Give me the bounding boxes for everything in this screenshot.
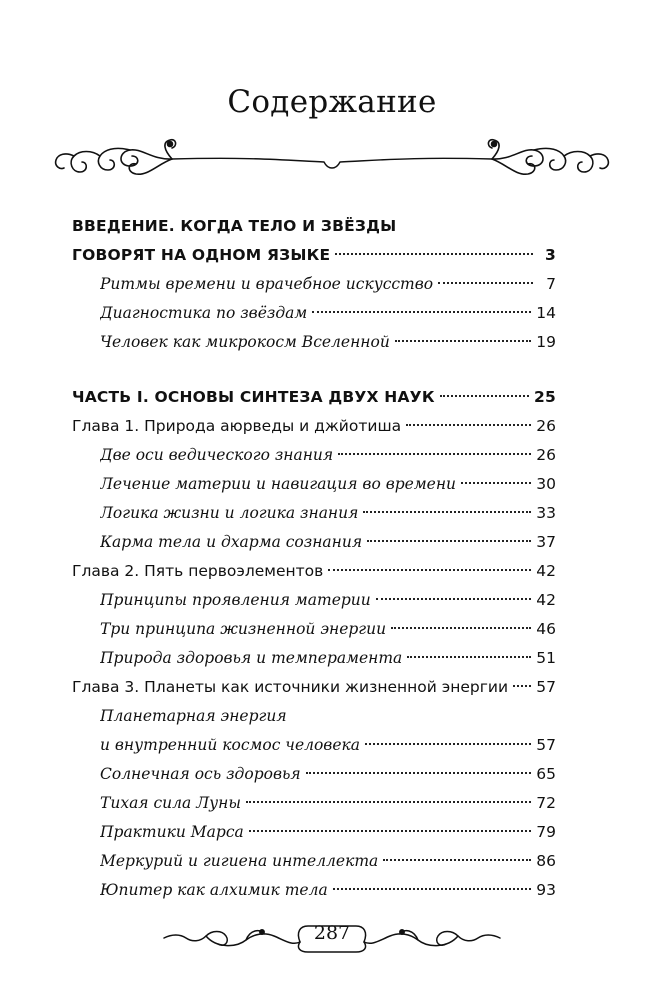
toc-page-number: 33 (536, 504, 556, 522)
toc-entry[interactable] (72, 731, 556, 760)
toc-entry-title: Три принципа жизненной энергии (100, 620, 387, 638)
toc-entry-title: Две оси ведического знания (100, 446, 334, 464)
toc-entry-title: Природа здоровья и темперамента (100, 649, 403, 667)
toc-entry[interactable] (72, 441, 556, 470)
leader-dots (461, 482, 531, 484)
toc-page-number: 30 (536, 475, 556, 493)
toc-page-number: 14 (536, 304, 556, 322)
page-title: Содержание (227, 84, 437, 120)
leader-dots (367, 540, 531, 542)
toc-entry-title: Планетарная энергия (100, 707, 287, 725)
toc-page-number: 25 (534, 388, 556, 406)
toc-entry[interactable] (72, 615, 556, 644)
toc-entry[interactable] (72, 789, 556, 818)
toc-entry[interactable] (72, 328, 556, 357)
toc-entry-title: Глава 1. Природа аюрведы и джйотиша (72, 417, 402, 435)
toc-entry-title: Глава 3. Планеты как источники жизненной энергии (72, 678, 509, 696)
toc-page-number: 51 (536, 649, 556, 667)
toc-entry-title: Глава 2. Пять первоэлементов (72, 562, 324, 580)
toc-entry-intro[interactable] (72, 241, 556, 270)
toc-entry-title: Меркурий и гигиена интеллекта (100, 852, 379, 870)
toc-page-number: 79 (536, 823, 556, 841)
toc-page-number: 86 (536, 852, 556, 870)
toc-entry-title: Карма тела и дхарма сознания (100, 533, 363, 551)
leader-dots (306, 772, 532, 774)
flourish-divider-icon (52, 130, 612, 190)
toc-page-number: 42 (536, 562, 556, 580)
leader-dots (406, 424, 531, 426)
toc-page-number: 26 (536, 446, 556, 464)
toc-entry-title: Логика жизни и логика знания (100, 504, 359, 522)
toc-entry-title: ВВЕДЕНИЕ. КОГДА ТЕЛО И ЗВЁЗДЫ (72, 217, 397, 235)
toc-entry[interactable] (72, 586, 556, 615)
leader-dots (383, 859, 531, 861)
toc-entry-part1[interactable] (72, 383, 556, 412)
toc-entry-chapter1[interactable] (72, 412, 556, 441)
toc-entry[interactable] (72, 270, 556, 299)
toc-entry-chapter2[interactable] (72, 557, 556, 586)
toc-entry-title: и внутренний космос человека (100, 736, 361, 754)
section-gap (72, 357, 556, 383)
leader-dots (249, 830, 532, 832)
toc-entry[interactable] (72, 299, 556, 328)
toc-page-number: 7 (546, 275, 556, 293)
toc-page-number: 3 (545, 246, 556, 264)
toc-entry-title: Принципы проявления материи (100, 591, 371, 609)
toc-entry-title: Юпитер как алхимик тела (100, 881, 328, 899)
toc-entry-title: Ритмы времени и врачебное искусство (100, 275, 434, 293)
toc-entry-title: Практики Марса (100, 823, 244, 841)
toc-entry-chapter3[interactable] (72, 673, 556, 702)
toc-page-number: 72 (536, 794, 556, 812)
toc-entry-title: Солнечная ось здоровья (100, 765, 301, 783)
toc-entry-intro-line1[interactable] (72, 212, 556, 241)
toc-entry[interactable] (72, 644, 556, 673)
leader-dots (440, 395, 529, 397)
leader-dots (338, 453, 531, 455)
toc-entry[interactable] (72, 528, 556, 557)
toc-page-number: 57 (536, 736, 556, 754)
toc-page-number: 57 (536, 678, 556, 696)
toc-page-number: 65 (536, 765, 556, 783)
leader-dots (513, 685, 531, 687)
toc-page-number: 42 (536, 591, 556, 609)
toc-entry-title: ГОВОРЯТ НА ОДНОМ ЯЗЫКЕ (72, 246, 331, 264)
toc-entry-title: ЧАСТЬ I. ОСНОВЫ СИНТЕЗА ДВУХ НАУК (72, 388, 435, 406)
leader-dots (438, 282, 533, 284)
toc-page-number: 46 (536, 620, 556, 638)
toc-page-number: 26 (536, 417, 556, 435)
toc-page-number: 93 (536, 881, 556, 899)
toc-entry[interactable] (72, 876, 556, 905)
table-of-contents (72, 212, 556, 905)
leader-dots (407, 656, 531, 658)
toc-entry[interactable] (72, 760, 556, 789)
toc-page-number: 37 (536, 533, 556, 551)
toc-entry-title: Диагностика по звёздам (100, 304, 308, 322)
toc-entry[interactable] (72, 847, 556, 876)
leader-dots (333, 888, 532, 890)
toc-entry-title: Тихая сила Луны (100, 794, 241, 812)
page-number: 287 (313, 922, 351, 944)
toc-entry[interactable] (72, 499, 556, 528)
toc-entry-title: Лечение материи и навигация во времени (100, 475, 457, 493)
toc-entry-title: Человек как микрокосм Вселенной (100, 333, 390, 351)
leader-dots (328, 569, 531, 571)
leader-dots (391, 627, 531, 629)
leader-dots (312, 311, 531, 313)
toc-entry[interactable] (72, 470, 556, 499)
toc-entry[interactable] (72, 818, 556, 847)
leader-dots (363, 511, 531, 513)
toc-page-number: 19 (536, 333, 556, 351)
leader-dots (246, 801, 531, 803)
toc-entry-line1[interactable] (72, 702, 556, 731)
leader-dots (376, 598, 532, 600)
leader-dots (335, 253, 533, 255)
leader-dots (365, 743, 531, 745)
leader-dots (395, 340, 531, 342)
